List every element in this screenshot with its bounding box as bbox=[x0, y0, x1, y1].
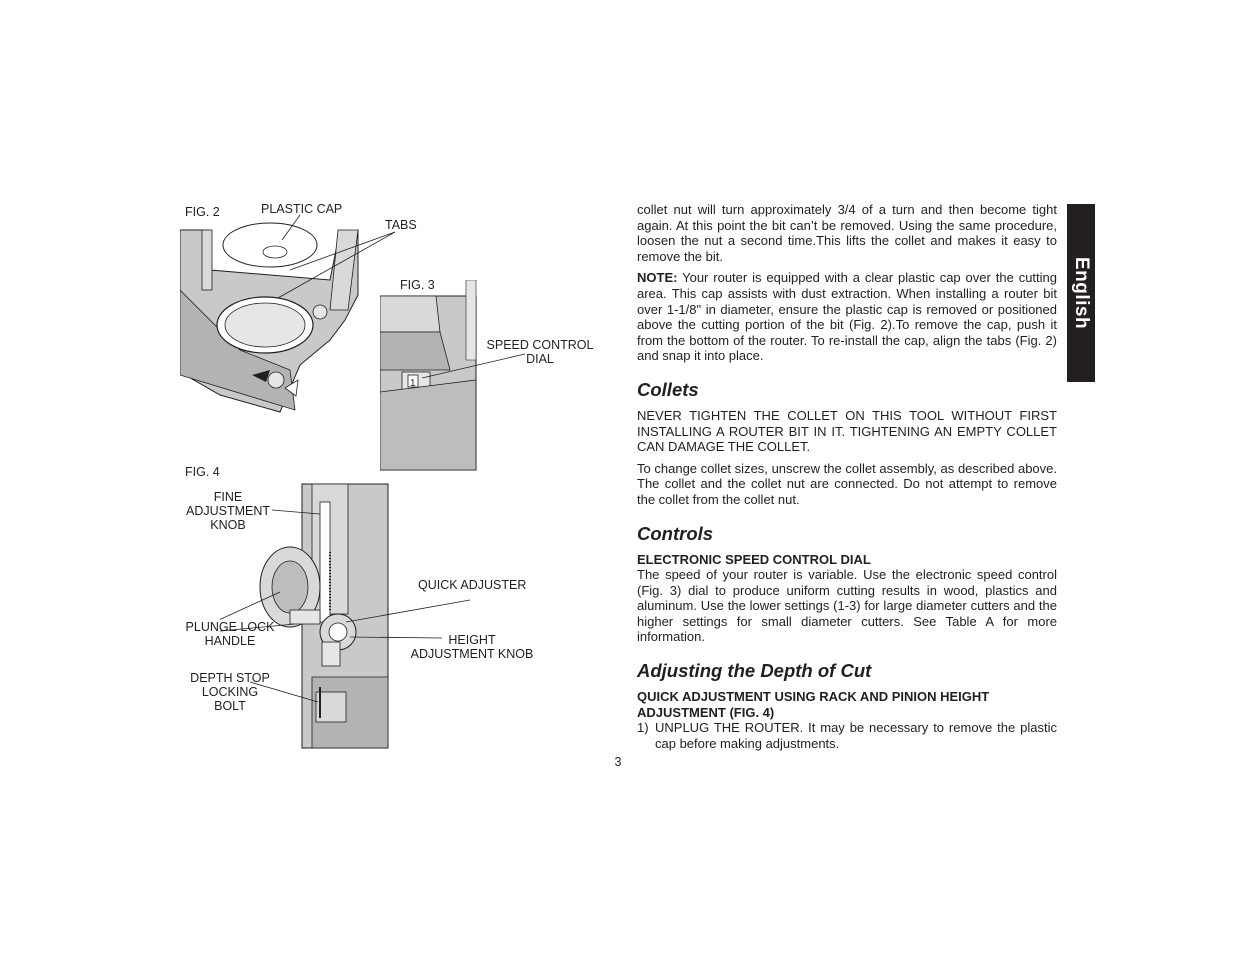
language-tab-label: English bbox=[1071, 256, 1092, 330]
note-label: NOTE: bbox=[637, 270, 678, 286]
quick-adjuster-label: QUICK ADJUSTER bbox=[418, 578, 527, 592]
plunge-lock-handle-label: PLUNGE LOCK HANDLE bbox=[185, 620, 275, 648]
depth-stop-locking-bolt-label: DEPTH STOP LOCKING BOLT bbox=[190, 671, 270, 713]
fig3-illustration bbox=[380, 280, 600, 472]
step-1-text: UNPLUG THE ROUTER. It may be necessary to remove the plastic cap before making adjustments. bbox=[655, 720, 1057, 751]
tabs-label: TABS bbox=[385, 218, 417, 232]
fig4-title: FIG. 4 bbox=[185, 465, 220, 479]
fig4-illustration bbox=[220, 482, 480, 750]
fig3-title: FIG. 3 bbox=[400, 278, 435, 292]
collets-warning: NEVER TIGHTEN THE COLLET ON THIS TOOL WITHOUT FIRST INSTALLING A ROUTER BIT IN IT. TIGHTENING AN EMPTY COLLET CAN DAMAGE THE COLLET. bbox=[637, 407, 1057, 455]
speed-dial-heading: ELECTRONIC SPEED CONTROL DIAL bbox=[637, 551, 871, 567]
quick-adjust-heading: QUICK ADJUSTMENT USING RACK AND PINION HEIGHT ADJUSTMENT (FIG. 4) bbox=[637, 689, 990, 720]
language-tab bbox=[1067, 204, 1095, 382]
controls-heading: Controls bbox=[637, 522, 714, 544]
speed-dial-body: The speed of your router is variable. Use the electronic speed control (Fig. 3) dial to produce uniform cutting results in wood, plastics and aluminum. Use the lower settings (1-3) for large diameter cutters and the higher settings for small diameter cutters. See Table A for more information. bbox=[637, 567, 1057, 645]
note-body: Your router is equipped with a clear plastic cap over the cutting area. This cap assists with dust extraction. When installing a router bit over 1-1/8" in diameter, ensure the plastic cap is removed or positioned above the cutting portion of the bit (Fig. 2).To remove the cap, push it from the bottom of the router. To re-install the cap, align the tabs (Fig. 2) and snap it into place. bbox=[637, 270, 1057, 364]
fig2-title: FIG. 2 bbox=[185, 205, 220, 219]
collets-heading: Collets bbox=[637, 378, 699, 400]
height-adjustment-knob-label: HEIGHT ADJUSTMENT KNOB bbox=[410, 633, 534, 661]
depth-heading: Adjusting the Depth of Cut bbox=[637, 660, 872, 682]
collets-body: To change collet sizes, unscrew the collet assembly, as described above. The collet and the collet nut are connected. Do not attempt to remove the collet from the collet nut. bbox=[637, 460, 1057, 507]
text-column bbox=[637, 202, 1057, 751]
plastic-cap-label: PLASTIC CAP bbox=[261, 202, 343, 216]
step-1-number: 1) bbox=[637, 720, 649, 736]
dial-digit: 1 bbox=[410, 378, 416, 389]
page-number: 3 bbox=[614, 755, 622, 769]
note-paragraph bbox=[637, 270, 1057, 364]
step-1 bbox=[637, 720, 1057, 751]
speed-control-dial-label: SPEED CONTROL DIAL bbox=[486, 338, 594, 366]
fine-adjustment-knob-label: FINE ADJUSTMENT KNOB bbox=[185, 490, 271, 532]
collet-nut-paragraph: collet nut will turn approximately 3/4 of a turn and then become tight again. At this point the bit can’t be removed. Using the same procedure, loosen the nut a second time.This lifts the collet and makes it easy to remove the bit. bbox=[637, 202, 1057, 264]
